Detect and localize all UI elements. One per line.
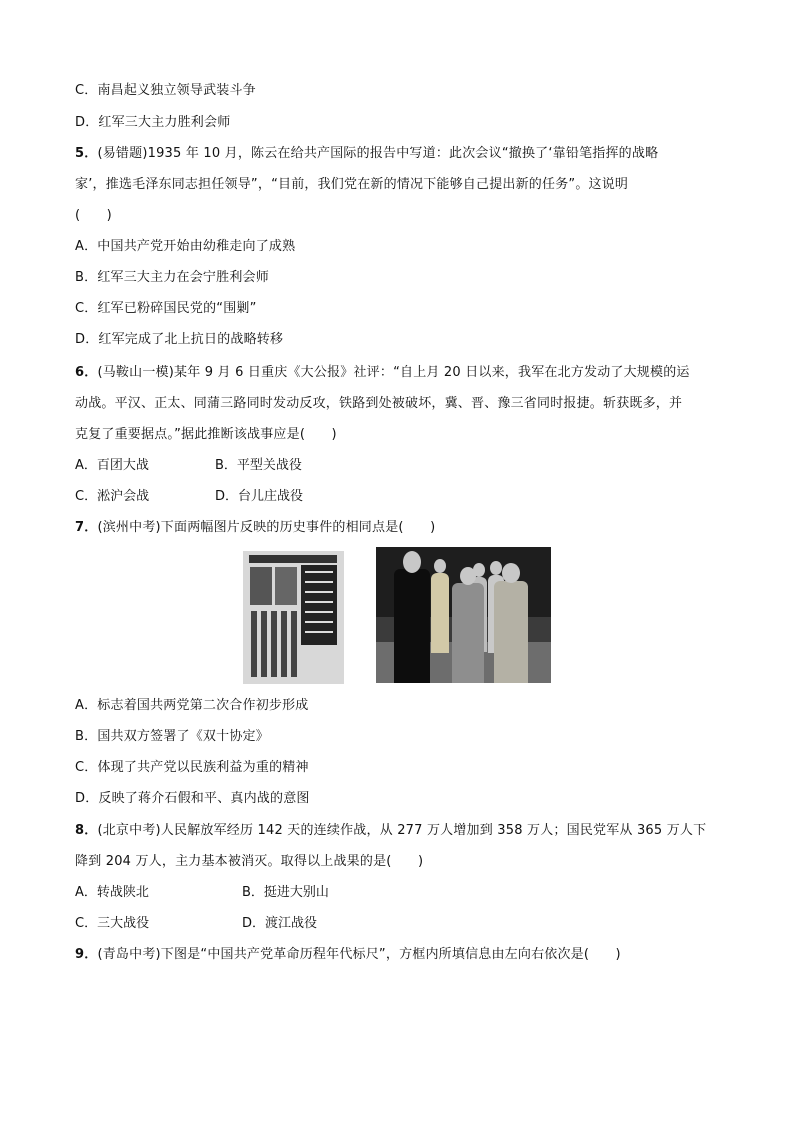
question-5-answer-blank: ( ) <box>75 208 112 223</box>
option-d: D．红军完成了北上抗日的战略转移 <box>75 332 284 347</box>
option-a: A．中国共产党开始由幼稚走向了成熟 <box>75 239 296 254</box>
question-5-line-1 <box>75 145 658 163</box>
option-row <box>75 457 302 475</box>
option-row <box>75 488 303 506</box>
option-d: D．渡江战役 <box>242 916 318 931</box>
question-number: 6． <box>75 365 98 380</box>
question-9-line-1 <box>75 946 621 964</box>
question-number: 8． <box>75 823 98 838</box>
question-text: (滨州中考)下面两幅图片反映的历史事件的相同点是( ) <box>97 520 436 535</box>
option-b: B．平型关战役 <box>215 458 302 473</box>
option-c: C．体现了共产党以民族利益为重的精神 <box>75 760 309 775</box>
question-number: 9． <box>75 947 98 962</box>
question-8-line-2: 降到 204 万人，主力基本被消灭。取得以上战果的是( ) <box>75 854 424 869</box>
meeting-photo <box>376 547 551 683</box>
option-d: D．反映了蒋介石假和平、真内战的意图 <box>75 791 310 806</box>
option-a: A．转战陕北 <box>75 885 149 900</box>
option-d: D．红军三大主力胜利会师 <box>75 115 231 130</box>
option-b: B．国共双方签署了《双十协定》 <box>75 729 269 744</box>
option-c: C．红军已粉碎国民党的“围剿” <box>75 301 257 316</box>
option-a: A．百团大战 <box>75 458 149 473</box>
question-text: (马鞍山一模)某年 9 月 6 日重庆《大公报》社评：“自上月 20 日以来，我军在北方发动了大规模的运 <box>97 365 690 380</box>
option-c: C．淞沪会战 <box>75 489 150 504</box>
question-7-line-1 <box>75 519 435 537</box>
question-5-line-2: 家’，推选毛泽东同志担任领导”，“目前，我们党在新的情况下能够自己提出新的任务”。这说明 <box>75 177 629 192</box>
question-text: (易错题)1935 年 10 月，陈云在给共产国际的报告中写道：此次会议“撤换了‘靠铅笔指挥的战略 <box>97 146 659 161</box>
question-number: 7． <box>75 520 98 535</box>
question-6-line-3: 克复了重要据点。”据此推断该战事应是( ) <box>75 427 337 442</box>
option-c: C．三大战役 <box>75 916 150 931</box>
option-a: A．标志着国共两党第二次合作初步形成 <box>75 698 309 713</box>
question-6-line-1 <box>75 364 690 382</box>
option-b: B．挺进大别山 <box>242 885 329 900</box>
option-row <box>75 884 329 902</box>
question-number: 5． <box>75 146 98 161</box>
option-c: C．南昌起义独立领导武装斗争 <box>75 83 256 98</box>
option-b: B．红军三大主力在会宁胜利会师 <box>75 270 269 285</box>
option-row <box>75 915 317 933</box>
question-8-line-1 <box>75 822 706 840</box>
question-text: (青岛中考)下图是“中国共产党革命历程年代标尺”，方框内所填信息由左向右依次是( ) <box>97 947 621 962</box>
option-d: D．台儿庄战役 <box>215 489 304 504</box>
question-6-line-2: 动战。平汉、正太、同蒲三路同时发动反攻，铁路到处被破坏，冀、晋、豫三省同时报捷。斩获既多，并 <box>75 396 683 411</box>
newspaper-photo <box>243 551 344 684</box>
question-text: (北京中考)人民解放军经历 142 天的连续作战，从 277 万人增加到 358 万人；国民党军从 365 万人下 <box>97 823 707 838</box>
